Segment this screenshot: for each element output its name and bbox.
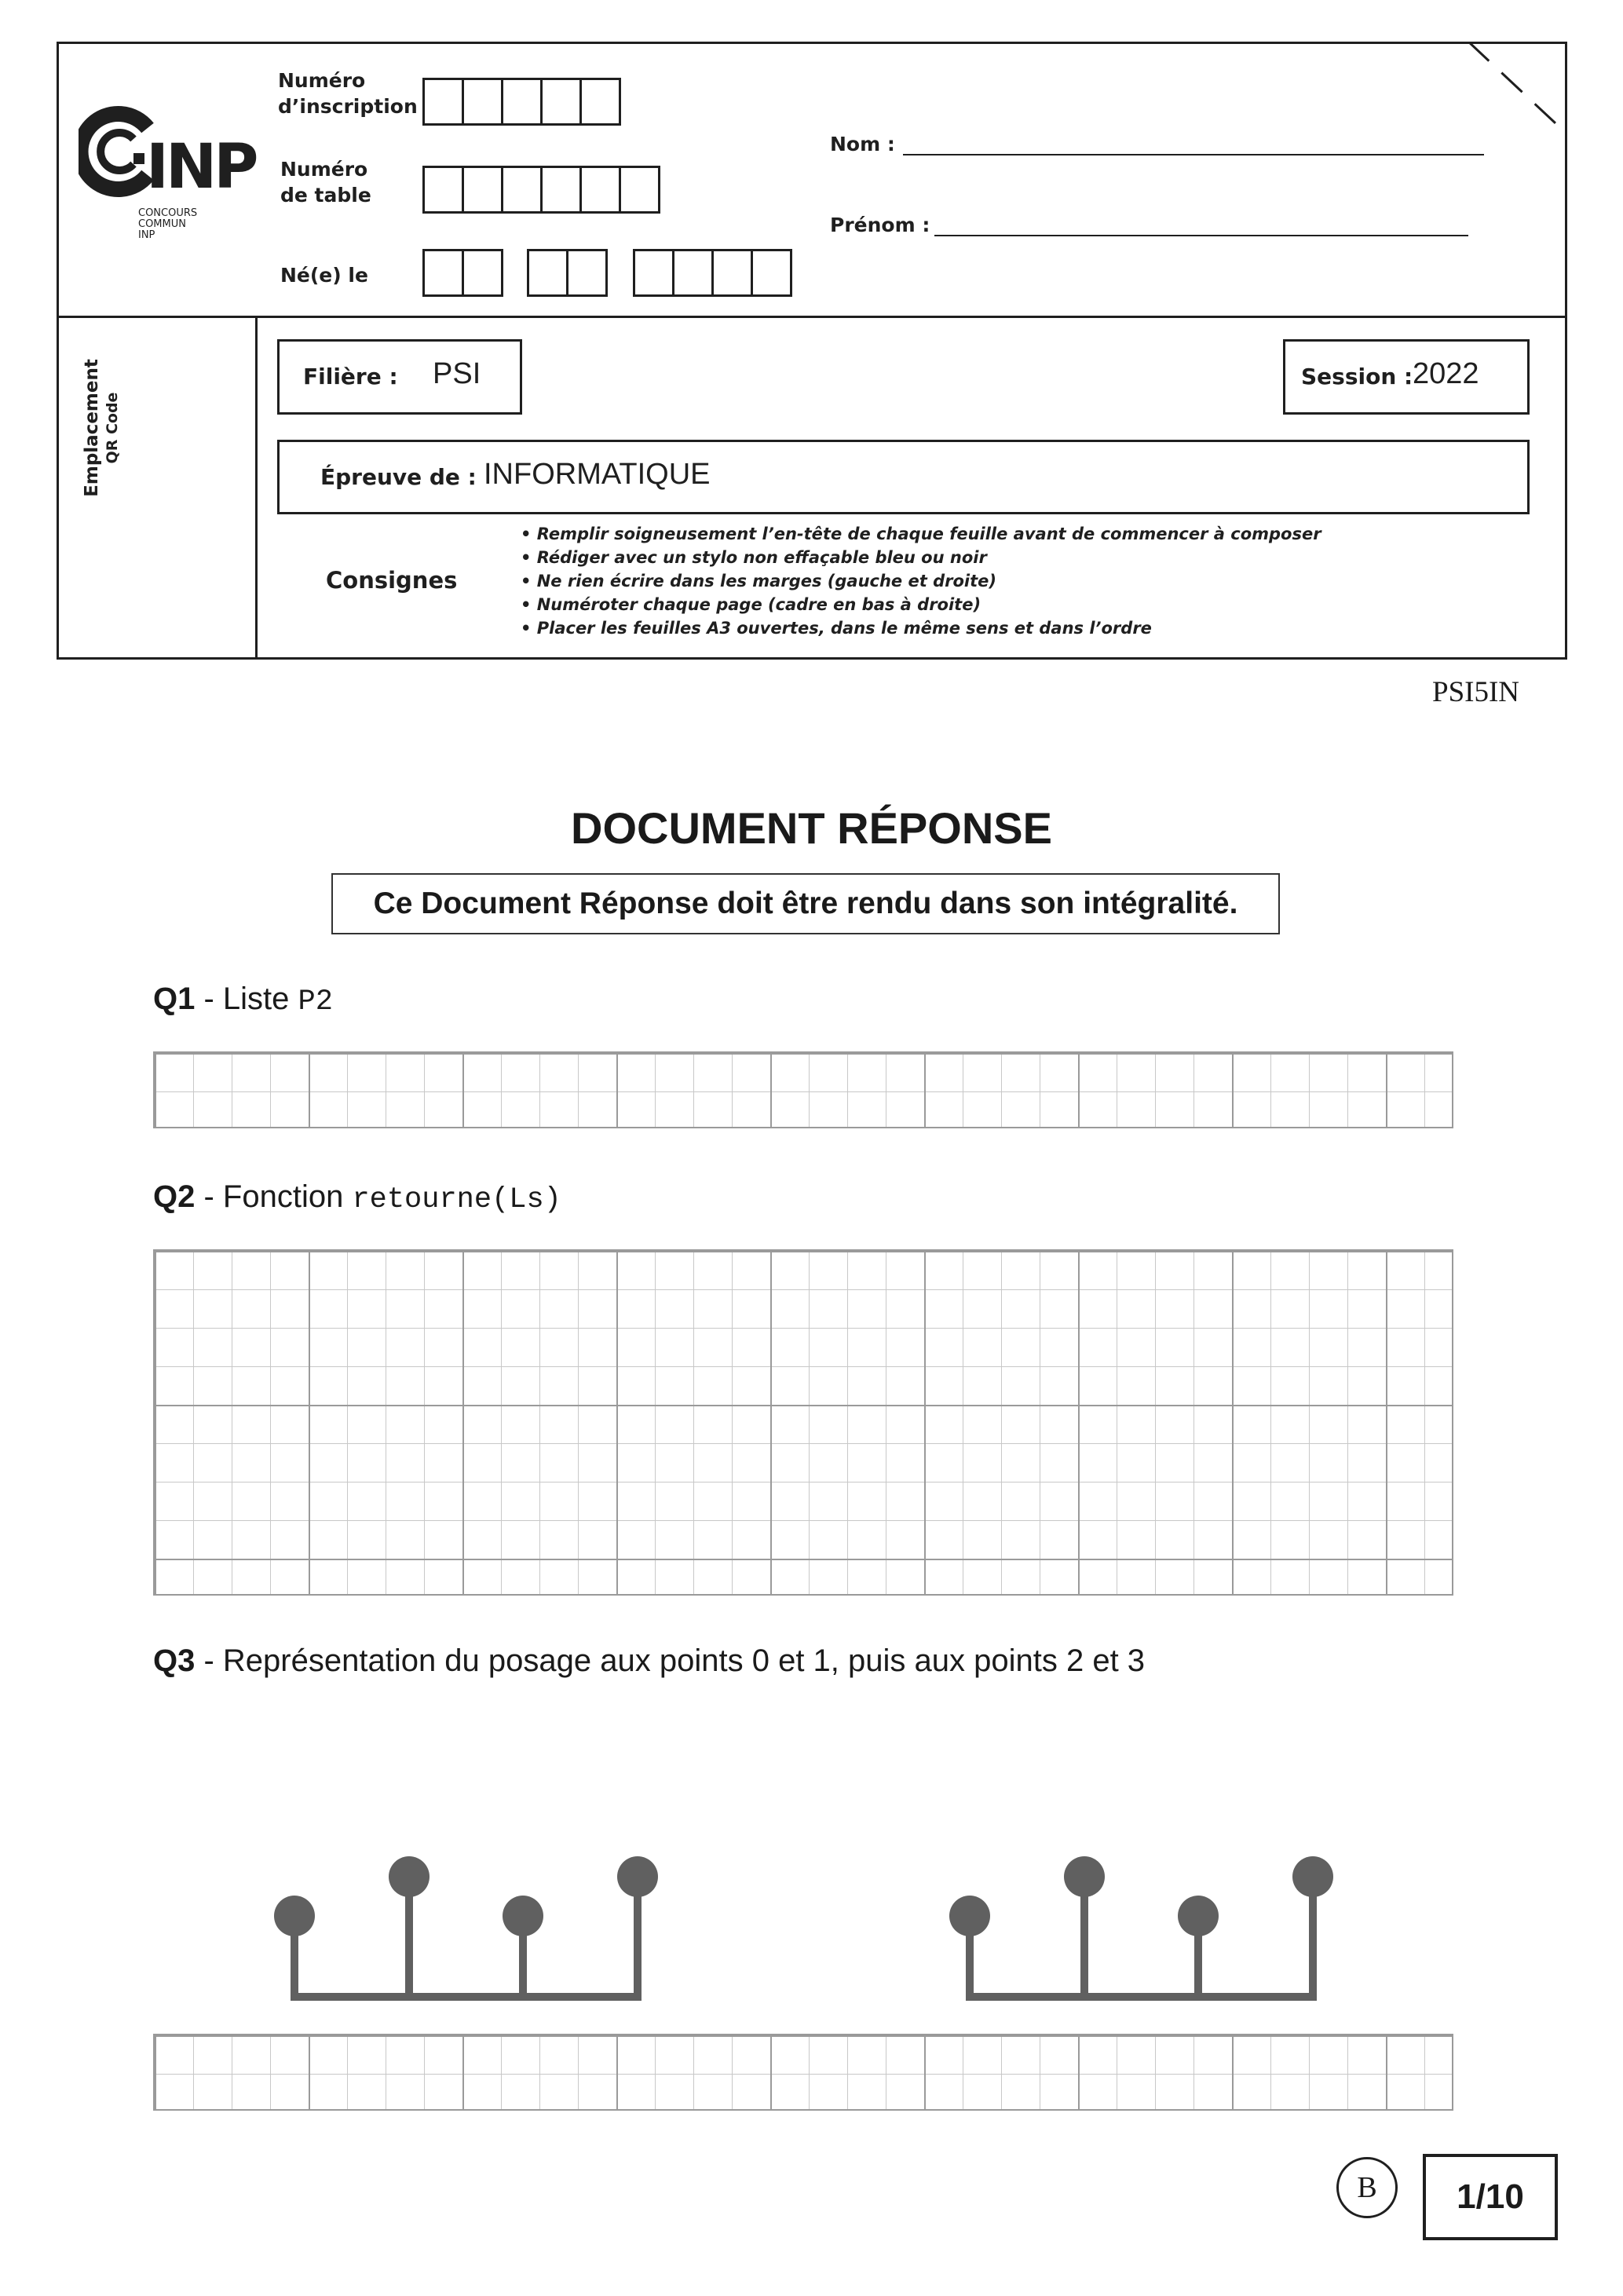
contact-point-3 — [617, 1856, 658, 1897]
question-q1: Q1 - Liste P2 — [153, 982, 333, 1018]
birth-month-boxes[interactable] — [527, 249, 605, 297]
contact-point-1 — [389, 1856, 430, 1897]
contact-point-0 — [274, 1896, 315, 1936]
consigne-item: • Rédiger avec un stylo non effaçable bleu ou noir — [521, 548, 987, 567]
prenom-label: Prénom : — [830, 214, 930, 236]
nom-field[interactable] — [903, 154, 1484, 155]
numero-inscription-label: Numéro d’inscription — [278, 69, 418, 118]
epreuve-box — [277, 440, 1530, 514]
filiere-box — [277, 339, 522, 415]
notice-box: Ce Document Réponse doit être rendu dans son intégralité. — [331, 873, 1280, 934]
question-q3: Q3 - Représentation du posage aux points 0 et 1, puis aux points 2 et 3 — [153, 1643, 1146, 1678]
q2-answer-grid[interactable] — [153, 1249, 1453, 1596]
birth-year-boxes[interactable] — [633, 249, 790, 297]
numero-inscription-boxes[interactable] — [422, 78, 619, 126]
qr-code-placeholder: Emplacement QR Code — [82, 359, 121, 497]
epreuve-value: INFORMATIQUE — [484, 458, 711, 491]
posage-diagram-right — [934, 1845, 1343, 2010]
nom-label: Nom : — [830, 133, 895, 155]
contact-point-3 — [1292, 1856, 1333, 1897]
contact-point-0 — [949, 1896, 990, 1936]
qr-divider — [255, 316, 258, 660]
consigne-item: • Placer les feuilles A3 ouvertes, dans le même sens et dans l’ordre — [521, 619, 1152, 638]
consigne-item: • Ne rien écrire dans les marges (gauche et droite) — [521, 572, 996, 590]
document-title: DOCUMENT RÉPONSE — [571, 803, 1052, 853]
consignes-list — [521, 522, 1321, 640]
contact-point-1 — [1064, 1856, 1105, 1897]
filiere-label: Filière : — [303, 364, 398, 389]
posage-diagram-left — [259, 1845, 667, 2010]
session-label: Session : — [1301, 364, 1413, 389]
birth-day-boxes[interactable] — [422, 249, 501, 297]
consigne-item: • Remplir soigneusement l’en-tête de chaque feuille avant de commencer à composer — [521, 525, 1321, 543]
filiere-value: PSI — [433, 357, 481, 390]
consignes-label: Consignes — [326, 567, 458, 594]
prenom-field[interactable] — [934, 235, 1468, 236]
inp-logo-subtitle: CONCOURS COMMUN INP — [138, 207, 198, 241]
version-badge: B — [1336, 2157, 1398, 2218]
session-value: 2022 — [1413, 357, 1479, 390]
contact-point-2 — [503, 1896, 543, 1936]
epreuve-label: Épreuve de : — [320, 464, 477, 490]
q3-answer-grid[interactable] — [153, 2034, 1453, 2111]
corner-fold-mark — [1468, 42, 1570, 140]
numero-table-boxes[interactable] — [422, 166, 658, 214]
q1-answer-grid[interactable] — [153, 1051, 1453, 1128]
consigne-item: • Numéroter chaque page (cadre en bas à droite) — [521, 595, 981, 614]
question-q2: Q2 - Fonction retourne(Ls) — [153, 1179, 561, 1216]
inp-logo — [79, 98, 259, 255]
subject-code: PSI5IN — [1432, 676, 1520, 708]
session-box — [1283, 339, 1530, 415]
ne-le-label: Né(e) le — [280, 264, 368, 287]
contact-point-2 — [1178, 1896, 1219, 1936]
inp-logo-text: INP — [146, 132, 256, 203]
page-number-box: 1/10 — [1423, 2154, 1558, 2240]
header-divider — [57, 316, 1567, 318]
numero-table-label: Numéro de table — [280, 158, 371, 207]
